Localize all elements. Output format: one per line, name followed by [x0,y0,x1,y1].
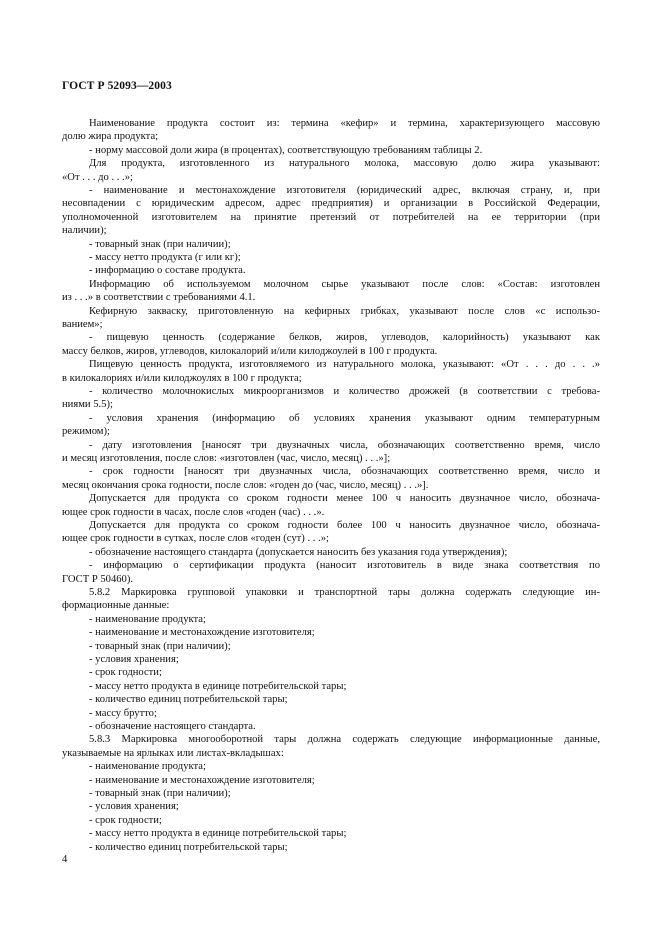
text-line: уполномоченной изготовителем на принятие претензий от потребителей на ее территории (при [62,211,600,223]
text-line: - количество молочнокислых микроорганизмов и количество дрожжей (в соответствии с требова- [89,385,600,397]
text-line: - товарный знак (при наличии); [89,238,231,250]
text-line: - товарный знак (при наличии); [89,640,231,652]
text-line: в килокалориях и/или килоджоулях в 100 г продукта; [62,372,302,384]
text-line: Допускается для продукта со сроком годности менее 100 ч наносить двузначное число, обознача- [89,493,600,505]
text-line: из . . .» в соответствии с требованиями 4.1. [62,292,256,304]
text-line: Для продукта, изготовленного из натурального молока, массовую долю жира указывают: [89,158,600,170]
text-line: - массу нетто продукта (г или кг); [89,251,241,263]
text-line: - количество единиц потребительской тары; [89,694,288,706]
text-line: - пищевую ценность (содержание белков, жиров, углеводов, калорийность) указывают как [89,332,600,344]
text-line: 5.8.3 Маркировка многооборотной тары должна содержать следующие информационные данные, [89,734,600,746]
text-line: - наименование и местонахождение изготовителя; [89,774,315,786]
text-line: - наименование и местонахождение изготовителя (юридический адрес, включая страну, и, при [89,185,600,196]
text-line: Наименование продукта состоит из: термина «кефир» и термина, характеризующего массовую [89,118,600,129]
text-line: - срок годности; [89,814,162,826]
text-line: несовпадении с юридическим адресом, адрес предприятия) и организации в Российской Федерации, [62,198,600,210]
document-page [62,80,600,854]
text-line: ГОСТ Р 50460). [62,573,134,585]
text-line: и месяц изготовления, после слов: «изготовлен (час, число, месяц) . . .»]; [62,452,391,464]
text-line: - обозначение настоящего стандарта (допускается наносить без указания года утверждения); [89,546,508,558]
text-line: - товарный знак (при наличии); [89,788,231,800]
text-line: - массу брутто; [89,707,157,719]
text-line: Пищевую ценность продукта, изготовляемого из натурального молока, указывают: «От . . . до . . .» [89,359,600,371]
text-line: массу белков, жиров, углеводов, килокалорий и/или килоджоулей в 100 г продукта. [62,345,438,357]
text-line: ниями 5.5); [62,399,113,411]
text-line: режимом); [62,426,110,438]
text-line: указываемые на ярлыках или листах-вкладышах: [62,747,284,759]
page-number: 4 [62,854,68,865]
text-line: «От . . . до . . .»; [62,171,133,183]
text-line: - количество единиц потребительской тары; [89,841,288,853]
text-line: - наименование продукта; [89,613,206,625]
text-line: - условия хранения (информацию об условиях хранения указывают одним температурным [89,412,600,424]
document-body [62,117,600,854]
text-line: долю жира продукта; [62,131,159,143]
text-line: Кефирную закваску, приготовленную на кефирных грибках, указывают после слов «с использо- [89,305,600,317]
text-line: - условия хранения; [89,653,179,665]
text-line: наличии); [62,225,107,237]
text-line: - массу нетто продукта в единице потребительской тары; [89,828,347,840]
text-line: - обозначение настоящего стандарта. [89,721,256,733]
text-line: - наименование и местонахождение изготовителя; [89,627,315,639]
standard-header: ГОСТ Р 52093—2003 [62,80,172,92]
text-line: - наименование продукта; [89,761,206,773]
text-line: - срок годности; [89,667,162,679]
text-line: - дату изготовления [наносят три двузначных числа, обозначающих соответственно время, число [89,439,600,451]
text-line: - норму массовой доли жира (в процентах), соответствующую требованиям таблицы 2. [89,144,483,156]
text-line: - условия хранения; [89,801,179,813]
text-line: - массу нетто продукта в единице потребительской тары; [89,680,347,692]
text-line: месяц окончания срока годности, после слов: «годен до (час, число, месяц) . . .»]. [62,479,429,491]
text-line: Информацию об используемом молочном сырье указывают после слов: «Состав: изготовлен [89,278,600,290]
text-line: ющее срок годности в сутках, после слов «годен (сут) . . .»; [62,533,329,545]
text-line: ванием»; [62,318,103,330]
text-line: 5.8.2 Маркировка групповой упаковки и транспортной тары должна содержать следующие ин- [89,586,600,598]
text-line: формационные данные: [62,600,170,612]
text-line: Допускается для продукта со сроком годности более 100 ч наносить двузначное число, обознача- [89,519,600,531]
text-line: - срок годности [наносят три двузначных числа, обозначающих соответственно время, число и [89,466,600,478]
text-line: ющее срок годности в часах, после слов «годен (час) . . .». [62,506,325,518]
text-line: - информацию о сертификации продукта (наносит изготовитель в виде знака соответствия по [89,560,600,572]
text-line: - информацию о составе продукта. [89,265,246,277]
